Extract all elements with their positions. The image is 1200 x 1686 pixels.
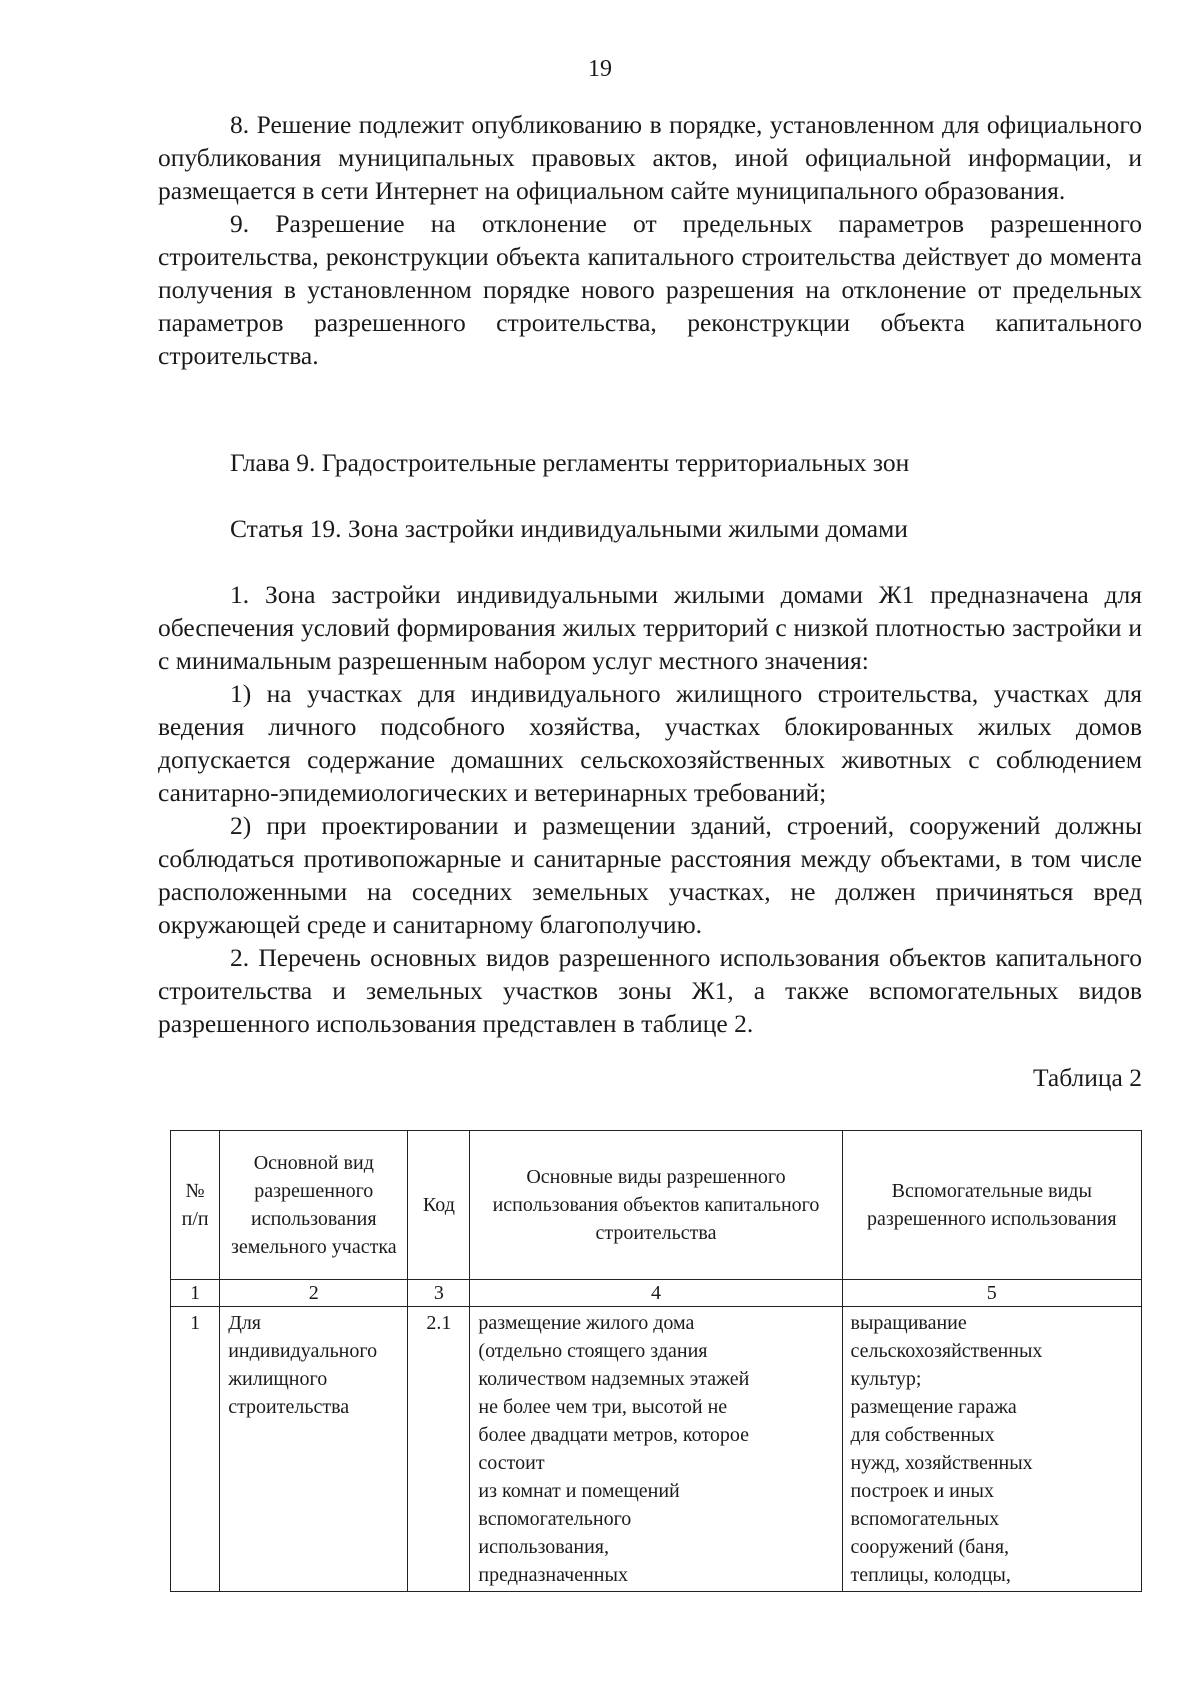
column-number: 3 [408, 1280, 470, 1307]
cell-line: состоит [478, 1452, 545, 1474]
cell-line: количеством надземных этажей [478, 1368, 750, 1390]
header-number: № п/п [171, 1131, 220, 1280]
paragraph-8: 8. Решение подлежит опубликованию в порядке, установленном для официального опубликования муниципальных правовых актов, иной официальной информации, и размещается в сети Интернет на официальном сайте муниципального образования. [158, 110, 1142, 205]
cell-line: построек и иных [850, 1480, 994, 1502]
table-caption: Таблица 2 [1032, 1063, 1142, 1092]
cell-line: строительства [228, 1396, 350, 1418]
row-number: 1 [171, 1307, 220, 1592]
column-number: 1 [171, 1280, 220, 1307]
table-row [171, 1307, 1142, 1592]
header-code: Код [408, 1131, 470, 1280]
cell-line: Для [228, 1312, 262, 1334]
cell-line: не более чем три, высотой не [478, 1396, 728, 1418]
cell-line: вспомогательного [478, 1508, 632, 1530]
row-aux-use [842, 1307, 1141, 1592]
article-heading: Статья 19. Зона застройки индивидуальными жилыми домами [230, 514, 908, 543]
cell-line: использования, [478, 1536, 609, 1558]
cell-line: теплицы, колодцы, [850, 1564, 1011, 1586]
article-paragraphs [158, 578, 1142, 1040]
row-code: 2.1 [408, 1307, 470, 1592]
cell-line: более двадцати метров, которое [478, 1424, 749, 1446]
cell-line: (отдельно стоящего здания [478, 1340, 708, 1362]
article-subparagraph-2: 2) при проектировании и размещении зданий, строений, сооружений должны соблюдаться противопожарные и санитарные расстояния между объектами, в том числе расположенными на соседних земельных участках, не должен причиняться вред окружающей среде и санитарному благополучию. [158, 811, 1142, 939]
row-main-use [220, 1307, 408, 1592]
cell-line: для собственных [850, 1424, 995, 1446]
cell-line: культур; [850, 1368, 922, 1390]
cell-line: размещение гаража [850, 1396, 1017, 1418]
cell-line: нужд, хозяйственных [850, 1452, 1033, 1474]
table-header-row [171, 1131, 1142, 1280]
cell-line: индивидуального [228, 1340, 378, 1362]
header-main-use: Основной вид разрешенного использования земельного участка [220, 1131, 408, 1280]
zoning-table [170, 1130, 1142, 1592]
top-paragraphs [158, 108, 1142, 372]
article-subparagraph-1: 1) на участках для индивидуального жилищного строительства, участках для ведения личного подсобного хозяйства, участках блокированных жилых домов допускается содержание домашних сельскохозяйственных животных с соблюдением санитарно-эпидемиологических и ветеринарных требований; [158, 679, 1142, 807]
column-number: 4 [470, 1280, 842, 1307]
column-number-row [171, 1280, 1142, 1307]
cell-line: жилищного [228, 1368, 328, 1390]
article-paragraph-2: 2. Перечень основных видов разрешенного использования объектов капитального строительства и земельных участков зоны Ж1, а также вспомогательных видов разрешенного использования представлен в таблице 2. [158, 943, 1142, 1038]
cell-line: сельскохозяйственных [850, 1340, 1043, 1362]
column-number: 5 [842, 1280, 1141, 1307]
cell-line: сооружений (баня, [850, 1536, 1010, 1558]
chapter-heading: Глава 9. Градостроительные регламенты территориальных зон [230, 448, 910, 477]
cell-line: выращивание [850, 1312, 967, 1334]
column-number: 2 [220, 1280, 408, 1307]
page-number: 19 [588, 56, 612, 82]
cell-line: предназначенных [478, 1564, 628, 1586]
cell-line: вспомогательных [850, 1508, 1000, 1530]
cell-line: из комнат и помещений [478, 1480, 680, 1502]
header-aux-use: Вспомогательные виды разрешенного использования [842, 1131, 1141, 1280]
cell-line: размещение жилого дома [478, 1312, 695, 1334]
header-capital-use: Основные виды разрешенного использования объектов капитального строительства [470, 1131, 842, 1280]
paragraph-9: 9. Разрешение на отклонение от предельных параметров разрешенного строительства, реконструкции объекта капитального строительства действует до момента получения в установленном порядке нового разрешения на отклонение от предельных параметров разрешенного строительства, реконструкции объекта капитального строительства. [158, 209, 1142, 370]
article-paragraph-1: 1. Зона застройки индивидуальными жилыми домами Ж1 предназначена для обеспечения условий формирования жилых территорий с низкой плотностью застройки и с минимальным разрешенным набором услуг местного значения: [158, 580, 1142, 675]
row-capital-use [470, 1307, 842, 1592]
